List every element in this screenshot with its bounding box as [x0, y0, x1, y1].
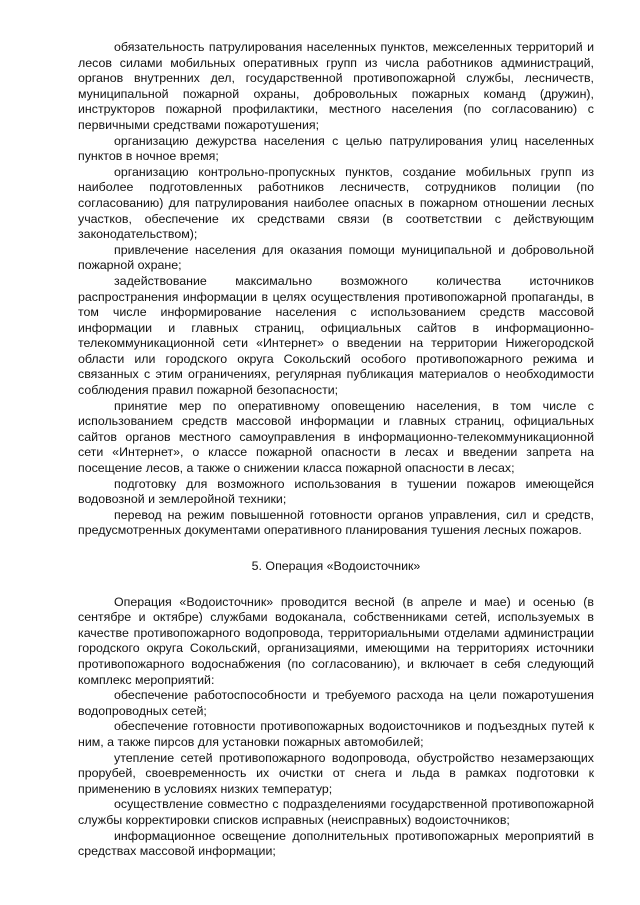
paragraph: перевод на режим повышенной готовности органов управления, сил и средств, предусмотренных документами оперативного планирования тушения лесных пожаров.	[78, 507, 594, 538]
paragraph: задействование максимально возможного количества источников распространения информации в целях осуществления противопожарной пропаганды, в том числе информирование населения с использованием средств массовой информации и главных страниц, официальных сайтов в информационно-телекоммуникационной сети «Интернет» о введении на территории Нижегородской области или городского округа Сокольский особого противопожарного режима и связанных с этим ограничениях, регулярная публикация материалов о необходимости соблюдения правил пожарной безопасности;	[78, 273, 594, 398]
paragraph: подготовку для возможного использования в тушении пожаров имеющейся водовозной и землеройной техники;	[78, 476, 594, 507]
paragraph: привлечение населения для оказания помощи муниципальной и добровольной пожарной охране;	[78, 242, 594, 273]
paragraph: утепление сетей противопожарного водопровода, обустройство незамерзающих прорубей, своевременность их очистки от снега и льда в рамках подготовки к применению в условиях низких температур;	[78, 750, 594, 796]
section-heading: 5. Операция «Водоисточник»	[251, 559, 421, 573]
paragraph: обеспечение готовности противопожарных водоисточников и подъездных путей к ним, а также пирсов для установки пожарных автомобилей;	[78, 719, 594, 749]
paragraph: осуществление совместно с подразделениями государственной противопожарной службы корректировки списков исправных (неисправных) водоисточников;	[78, 797, 594, 827]
paragraph: обязательность патрулирования населенных пунктов, межселенных территорий и лесов силами мобильных оперативных групп из числа работников администраций, органов внутренних дел, государственной противопожарной службы, лесничеств, муниципальной пожарной охраны, добровольных пожарных команд (дружин), инструкторов пожарной профилактики, местного населения (по согласованию) с первичными средствами пожаротушения;	[78, 40, 594, 132]
paragraph-list-top	[78, 40, 594, 539]
paragraph: информационное освещение дополнительных противопожарных мероприятий в средствах массовой информации;	[78, 828, 594, 859]
paragraph: организацию дежурства населения с целью патрулирования улиц населенных пунктов в ночное время;	[78, 133, 594, 164]
paragraph: принятие мер по оперативному оповещению населения, в том числе с использованием средств массовой информации и главных страниц, официальных сайтов органов местного самоуправления в информационно-телекоммуникационной сети «Интернет», о классе пожарной опасности в лесах и введении запрета на посещение лесов, а также о снижении класса пожарной опасности в лесах;	[78, 398, 594, 476]
paragraph: Операция «Водоисточник» проводится весной (в апреле и мае) и осенью (в сентябре и октябре) службами водоканала, собственниками сетей, используемых в качестве противопожарного водопровода, территориальными отделами администрации городского округа Сокольский, организациями, имеющими на территориях источники противопожарного водоснабжения (по согласованию), и включает в себя следующий комплекс мероприятий:	[78, 594, 594, 687]
paragraph: обеспечение работоспособности и требуемого расхода на цели пожаротушения водопроводных сетей;	[78, 688, 594, 718]
paragraph-list-bottom	[78, 595, 594, 860]
paragraph: организацию контрольно-пропускных пунктов, создание мобильных групп из наиболее подготовленных работников лесничеств, сотрудников полиции (по согласованию) для патрулирования наиболее опасных в пожарном отношении лесных участков, обеспечение их средствами связи (в соответствии с действующим законодательством);	[78, 164, 594, 242]
